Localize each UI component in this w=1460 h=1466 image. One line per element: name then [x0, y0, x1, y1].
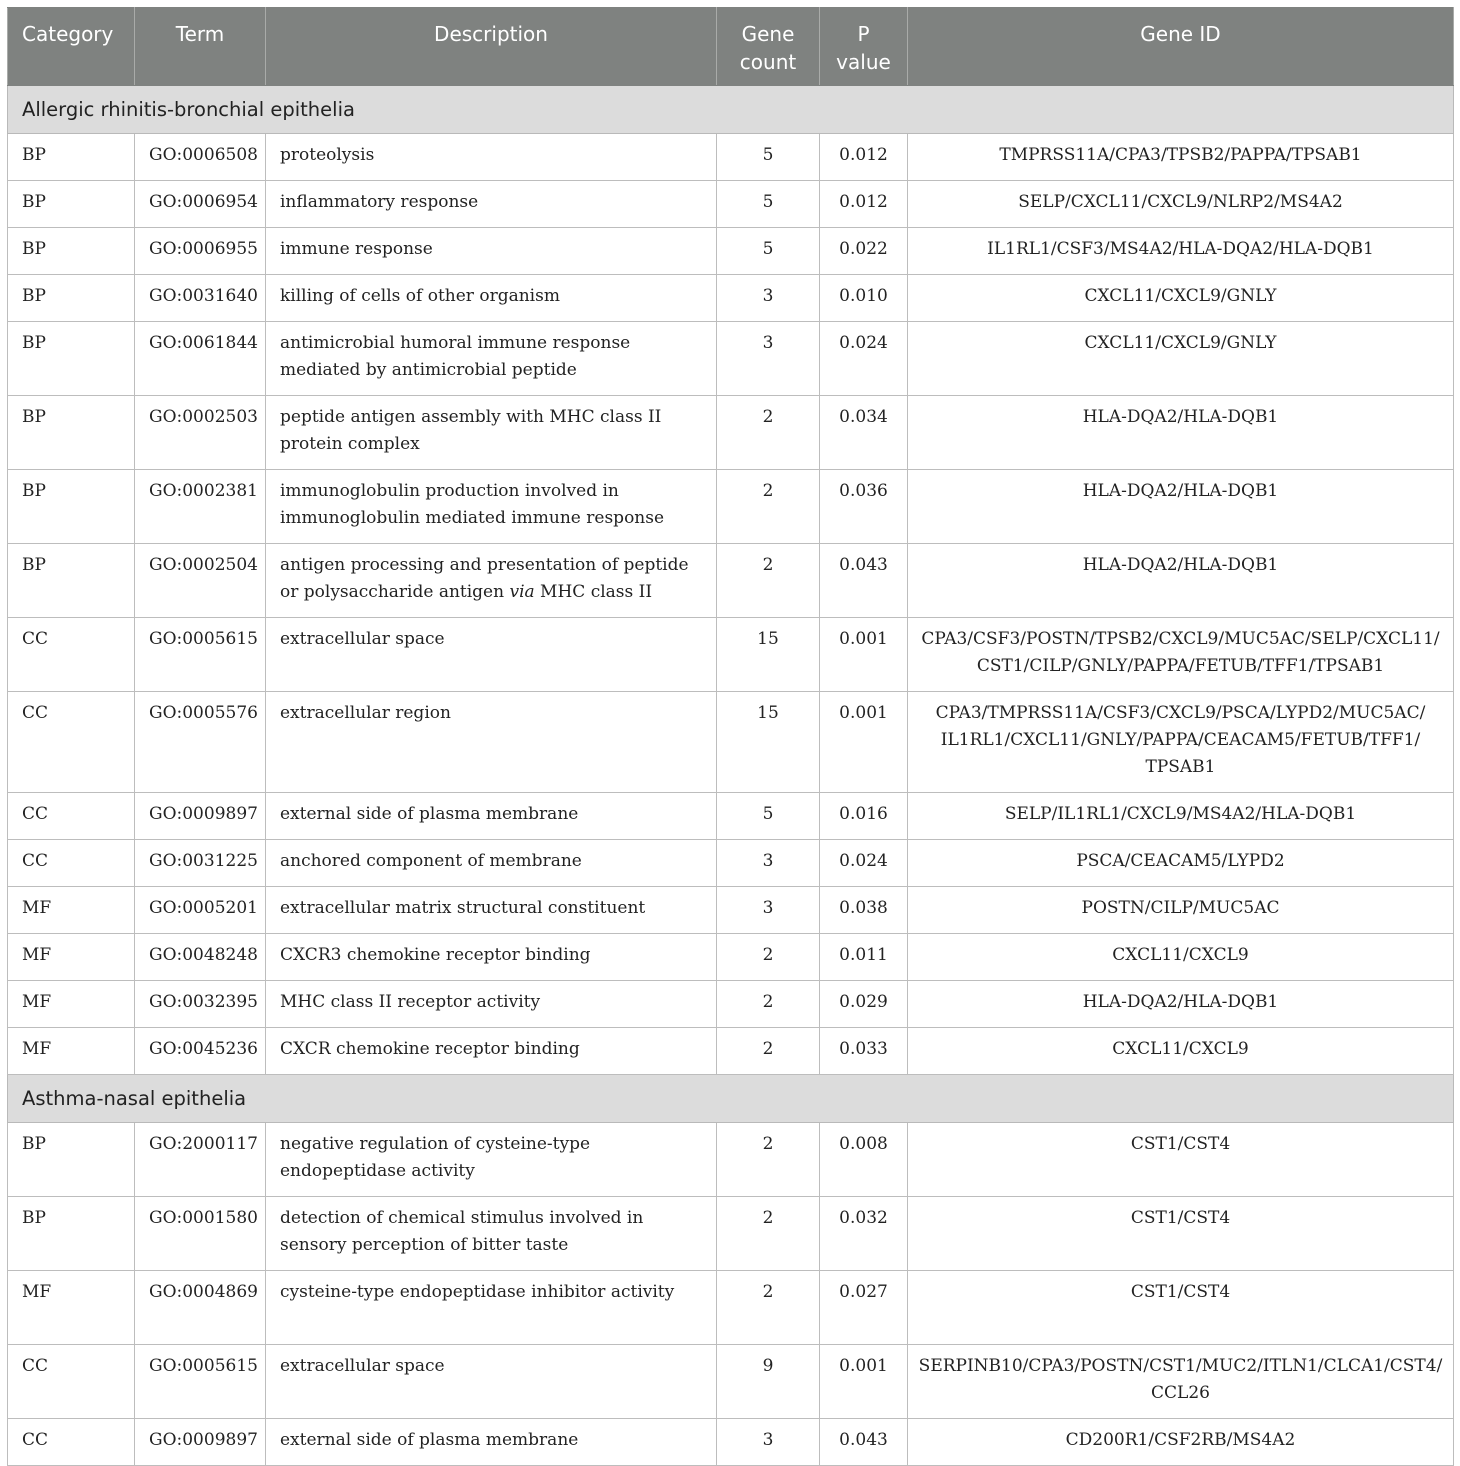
- cell-term: GO:2000117: [135, 1123, 266, 1197]
- cell-gene-id: [908, 1345, 1454, 1419]
- cell-description: anchored component of membrane: [266, 840, 717, 887]
- gene-id-line: CST1/CILP/GNLY/PAPPA/FETUB/TFF1/TPSAB1: [976, 656, 1385, 676]
- cell-term: GO:0005615: [135, 1345, 266, 1419]
- gene-id-line: HLA-DQA2/HLA-DQB1: [1082, 555, 1279, 575]
- table-row: [8, 1419, 1454, 1466]
- header-category: Category: [8, 8, 135, 86]
- gene-id-line: HLA-DQA2/HLA-DQB1: [1082, 992, 1279, 1012]
- cell-category: BP: [8, 322, 135, 396]
- cell-gene-count: 2: [717, 1028, 820, 1075]
- cell-term: GO:0006954: [135, 181, 266, 228]
- cell-gene-id: [908, 396, 1454, 470]
- cell-p-value: 0.001: [820, 1345, 908, 1419]
- table-row: [8, 981, 1454, 1028]
- table-row: [8, 1197, 1454, 1271]
- cell-category: MF: [8, 1028, 135, 1075]
- cell-description: proteolysis: [266, 134, 717, 181]
- cell-description: peptide antigen assembly with MHC class II protein complex: [266, 396, 717, 470]
- cell-description: antimicrobial humoral immune response mediated by antimicrobial peptide: [266, 322, 717, 396]
- table-row: [8, 618, 1454, 692]
- cell-p-value: 0.024: [820, 840, 908, 887]
- cell-gene-count: 2: [717, 934, 820, 981]
- cell-gene-count: 15: [717, 618, 820, 692]
- gene-id-line: HLA-DQA2/HLA-DQB1: [1082, 481, 1279, 501]
- cell-description: external side of plasma membrane: [266, 1419, 717, 1466]
- cell-gene-id: [908, 793, 1454, 840]
- cell-category: CC: [8, 1419, 135, 1466]
- cell-p-value: 0.016: [820, 793, 908, 840]
- cell-category: MF: [8, 934, 135, 981]
- group-header-row: [8, 86, 1454, 134]
- cell-gene-count: 3: [717, 887, 820, 934]
- cell-gene-id: [908, 544, 1454, 618]
- cell-term: GO:0001580: [135, 1197, 266, 1271]
- header-row: [8, 8, 1454, 86]
- gene-id-line: CD200R1/CSF2RB/MS4A2: [1065, 1430, 1296, 1450]
- cell-term: GO:0005201: [135, 887, 266, 934]
- cell-term: GO:0045236: [135, 1028, 266, 1075]
- gene-id-line: TMPRSS11A/CPA3/TPSB2/PAPPA/TPSAB1: [999, 145, 1362, 165]
- cell-p-value: 0.001: [820, 618, 908, 692]
- cell-category: CC: [8, 840, 135, 887]
- cell-p-value: 0.029: [820, 981, 908, 1028]
- table-row: [8, 228, 1454, 275]
- cell-category: BP: [8, 228, 135, 275]
- description-text: MHC class II: [534, 582, 653, 602]
- cell-p-value: 0.033: [820, 1028, 908, 1075]
- cell-gene-id: [908, 1197, 1454, 1271]
- cell-gene-id: [908, 692, 1454, 793]
- cell-category: CC: [8, 793, 135, 840]
- go-enrichment-table: [7, 7, 1454, 1466]
- cell-gene-count: 2: [717, 544, 820, 618]
- table-row: [8, 275, 1454, 322]
- cell-term: GO:0032395: [135, 981, 266, 1028]
- cell-description: inflammatory response: [266, 181, 717, 228]
- gene-id-line: CST1/CST4: [1130, 1134, 1231, 1154]
- cell-p-value: 0.010: [820, 275, 908, 322]
- cell-term: GO:0006508: [135, 134, 266, 181]
- cell-category: BP: [8, 470, 135, 544]
- gene-id-line: IL1RL1/CXCL11/GNLY/PAPPA/CEACAM5/FETUB/TFF1/: [940, 730, 1421, 750]
- cell-description: CXCR3 chemokine receptor binding: [266, 934, 717, 981]
- cell-p-value: 0.034: [820, 396, 908, 470]
- table-row: [8, 887, 1454, 934]
- table-row: [8, 692, 1454, 793]
- cell-description: CXCR chemokine receptor binding: [266, 1028, 717, 1075]
- gene-id-line: CST1/CST4: [1130, 1208, 1231, 1228]
- cell-category: BP: [8, 181, 135, 228]
- cell-description: immune response: [266, 228, 717, 275]
- cell-gene-count: 5: [717, 228, 820, 275]
- cell-gene-count: 2: [717, 1123, 820, 1197]
- table-row: [8, 840, 1454, 887]
- cell-category: BP: [8, 1123, 135, 1197]
- cell-category: BP: [8, 134, 135, 181]
- cell-description: cysteine-type endopeptidase inhibitor activity: [266, 1271, 717, 1345]
- table-row: [8, 134, 1454, 181]
- cell-p-value: 0.038: [820, 887, 908, 934]
- gene-id-line: SELP/IL1RL1/CXCL9/MS4A2/HLA-DQB1: [1004, 804, 1357, 824]
- cell-description: MHC class II receptor activity: [266, 981, 717, 1028]
- cell-category: MF: [8, 887, 135, 934]
- cell-category: MF: [8, 1271, 135, 1345]
- cell-gene-count: 5: [717, 134, 820, 181]
- table-row: [8, 470, 1454, 544]
- cell-description: extracellular matrix structural constituent: [266, 887, 717, 934]
- table-row: [8, 1123, 1454, 1197]
- gene-id-line: CXCL11/CXCL9: [1112, 945, 1249, 965]
- cell-category: CC: [8, 1345, 135, 1419]
- cell-gene-id: [908, 134, 1454, 181]
- gene-id-line: POSTN/CILP/MUC5AC: [1081, 898, 1280, 918]
- group-title: Asthma-nasal epithelia: [8, 1075, 1454, 1123]
- cell-description: immunoglobulin production involved in immunoglobulin mediated immune response: [266, 470, 717, 544]
- cell-description: external side of plasma membrane: [266, 793, 717, 840]
- cell-gene-count: 5: [717, 793, 820, 840]
- cell-category: BP: [8, 275, 135, 322]
- table-row: [8, 1271, 1454, 1345]
- gene-id-line: SERPINB10/CPA3/POSTN/CST1/MUC2/ITLN1/CLCA1/CST4/: [918, 1356, 1443, 1376]
- gene-id-line: CCL26: [1151, 1383, 1210, 1403]
- table-body: [8, 86, 1454, 1466]
- cell-term: GO:0004869: [135, 1271, 266, 1345]
- header-term: Term: [135, 8, 266, 86]
- gene-id-line: TPSAB1: [1145, 757, 1216, 777]
- cell-gene-id: [908, 618, 1454, 692]
- cell-p-value: 0.043: [820, 544, 908, 618]
- cell-term: GO:0005576: [135, 692, 266, 793]
- cell-description: [266, 544, 717, 618]
- cell-gene-count: 3: [717, 840, 820, 887]
- cell-gene-id: [908, 934, 1454, 981]
- gene-id-line: CXCL11/CXCL9/GNLY: [1084, 286, 1277, 306]
- cell-gene-count: 3: [717, 322, 820, 396]
- cell-p-value: 0.001: [820, 692, 908, 793]
- table-row: [8, 934, 1454, 981]
- table-row: [8, 544, 1454, 618]
- cell-gene-id: [908, 1123, 1454, 1197]
- description-italic: via: [509, 582, 535, 602]
- cell-p-value: 0.024: [820, 322, 908, 396]
- cell-description: extracellular space: [266, 1345, 717, 1419]
- cell-p-value: 0.011: [820, 934, 908, 981]
- cell-term: GO:0009897: [135, 793, 266, 840]
- header-description: Description: [266, 8, 717, 86]
- cell-gene-count: 9: [717, 1345, 820, 1419]
- cell-gene-id: [908, 981, 1454, 1028]
- gene-id-line: PSCA/CEACAM5/LYPD2: [1076, 851, 1285, 871]
- cell-gene-id: [908, 1419, 1454, 1466]
- cell-p-value: 0.036: [820, 470, 908, 544]
- table-row: [8, 396, 1454, 470]
- cell-description: negative regulation of cysteine-type endopeptidase activity: [266, 1123, 717, 1197]
- table-row: [8, 793, 1454, 840]
- table-row: [8, 322, 1454, 396]
- gene-id-line: HLA-DQA2/HLA-DQB1: [1082, 407, 1279, 427]
- cell-category: CC: [8, 618, 135, 692]
- group-title: Allergic rhinitis-bronchial epithelia: [8, 86, 1454, 134]
- cell-term: GO:0002381: [135, 470, 266, 544]
- cell-p-value: 0.012: [820, 134, 908, 181]
- cell-category: CC: [8, 692, 135, 793]
- cell-term: GO:0002504: [135, 544, 266, 618]
- gene-id-line: CXCL11/CXCL9: [1112, 1039, 1249, 1059]
- cell-gene-id: [908, 1028, 1454, 1075]
- cell-term: GO:0048248: [135, 934, 266, 981]
- cell-gene-count: 2: [717, 981, 820, 1028]
- cell-description: killing of cells of other organism: [266, 275, 717, 322]
- cell-term: GO:0031640: [135, 275, 266, 322]
- gene-id-line: SELP/CXCL11/CXCL9/NLRP2/MS4A2: [1018, 192, 1343, 212]
- cell-gene-id: [908, 887, 1454, 934]
- description-text: antigen processing and presentation of peptide or polysaccharide antigen: [280, 555, 689, 602]
- cell-p-value: 0.043: [820, 1419, 908, 1466]
- cell-p-value: 0.022: [820, 228, 908, 275]
- cell-gene-count: 2: [717, 396, 820, 470]
- cell-gene-id: [908, 181, 1454, 228]
- cell-p-value: 0.008: [820, 1123, 908, 1197]
- cell-gene-count: 2: [717, 1271, 820, 1345]
- cell-term: GO:0031225: [135, 840, 266, 887]
- gene-id-line: CXCL11/CXCL9/GNLY: [1084, 333, 1277, 353]
- cell-category: MF: [8, 981, 135, 1028]
- gene-id-line: CST1/CST4: [1130, 1282, 1231, 1302]
- cell-term: GO:0009897: [135, 1419, 266, 1466]
- gene-id-line: CPA3/CSF3/POSTN/TPSB2/CXCL9/MUC5AC/SELP/CXCL11/: [921, 629, 1440, 649]
- header-p-value: P value: [820, 8, 908, 86]
- cell-description: detection of chemical stimulus involved in sensory perception of bitter taste: [266, 1197, 717, 1271]
- cell-term: GO:0061844: [135, 322, 266, 396]
- header-gene-count: Gene count: [717, 8, 820, 86]
- cell-gene-id: [908, 228, 1454, 275]
- cell-category: BP: [8, 396, 135, 470]
- cell-term: GO:0005615: [135, 618, 266, 692]
- cell-p-value: 0.032: [820, 1197, 908, 1271]
- header-gene-id: Gene ID: [908, 8, 1454, 86]
- cell-gene-id: [908, 1271, 1454, 1345]
- cell-category: BP: [8, 1197, 135, 1271]
- cell-description: extracellular space: [266, 618, 717, 692]
- cell-gene-id: [908, 470, 1454, 544]
- table-row: [8, 1345, 1454, 1419]
- cell-gene-id: [908, 275, 1454, 322]
- cell-gene-count: 2: [717, 1197, 820, 1271]
- cell-gene-id: [908, 840, 1454, 887]
- cell-gene-id: [908, 322, 1454, 396]
- table-row: [8, 1028, 1454, 1075]
- cell-p-value: 0.012: [820, 181, 908, 228]
- cell-gene-count: 3: [717, 1419, 820, 1466]
- cell-gene-count: 2: [717, 470, 820, 544]
- cell-gene-count: 5: [717, 181, 820, 228]
- cell-term: GO:0002503: [135, 396, 266, 470]
- gene-id-line: IL1RL1/CSF3/MS4A2/HLA-DQA2/HLA-DQB1: [987, 239, 1374, 259]
- gene-id-line: CPA3/TMPRSS11A/CSF3/CXCL9/PSCA/LYPD2/MUC5AC/: [935, 703, 1426, 723]
- cell-p-value: 0.027: [820, 1271, 908, 1345]
- table-row: [8, 181, 1454, 228]
- group-header-row: [8, 1075, 1454, 1123]
- cell-category: BP: [8, 544, 135, 618]
- cell-term: GO:0006955: [135, 228, 266, 275]
- cell-gene-count: 15: [717, 692, 820, 793]
- cell-gene-count: 3: [717, 275, 820, 322]
- cell-description: extracellular region: [266, 692, 717, 793]
